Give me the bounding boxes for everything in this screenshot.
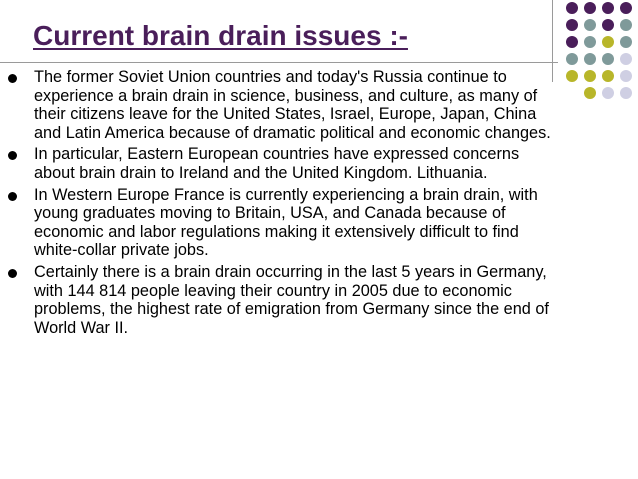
bullet-text: Certainly there is a brain drain occurring in the last 5 years in Germany, with 144 814 people leaving their country in 2005 due to economic problems, the highest rate of emigration from Germany since the end of World War II. <box>34 262 549 337</box>
decor-dot <box>620 2 632 14</box>
decor-dot <box>584 36 596 48</box>
horizontal-rule <box>0 62 558 63</box>
decor-dot <box>584 19 596 31</box>
bullet-text: The former Soviet Union countries and today's Russia continue to experience a brain drain in science, business, and culture, as many of their citizens leave for the United States, Israel, Europe, Japan, China and Latin America because of dramatic political and economic changes. <box>34 68 551 142</box>
bullet-dot-icon <box>8 151 17 160</box>
decor-dot <box>602 87 614 99</box>
decor-dot <box>602 36 614 48</box>
decor-dot <box>566 70 578 82</box>
decor-dot <box>602 70 614 82</box>
decor-dot <box>602 53 614 65</box>
decor-dot <box>602 2 614 14</box>
decor-dot <box>620 19 632 31</box>
decor-dot <box>584 2 596 14</box>
decor-dot <box>584 87 596 99</box>
bullet-item <box>8 68 560 142</box>
decor-dot <box>602 19 614 31</box>
decor-dot <box>620 36 632 48</box>
decor-dot <box>620 53 632 65</box>
bullet-text: In particular, Eastern European countries have expressed concerns about brain drain to Ireland and the United Kingdom. Lithuania. <box>34 145 520 182</box>
decor-dot <box>620 87 632 99</box>
bullet-item <box>8 186 560 260</box>
bullet-text: In Western Europe France is currently experiencing a brain drain, with young graduates moving to Britain, USA, and Canada because of economic and labor regulations making it extensively difficult to find white-collar private jobs. <box>34 185 538 260</box>
bullet-item <box>8 263 560 337</box>
bullet-dot-icon <box>8 74 17 83</box>
decor-dot <box>584 70 596 82</box>
bullet-dot-icon <box>8 269 17 278</box>
decor-dot <box>566 2 578 14</box>
decor-dot <box>566 19 578 31</box>
decor-dot <box>584 53 596 65</box>
bullet-list <box>8 68 560 340</box>
decor-dot <box>566 36 578 48</box>
slide-title: Current brain drain issues :- <box>33 20 408 51</box>
bullet-dot-icon <box>8 192 17 201</box>
bullet-item <box>8 145 560 182</box>
decor-dot <box>566 53 578 65</box>
decor-dot <box>620 70 632 82</box>
